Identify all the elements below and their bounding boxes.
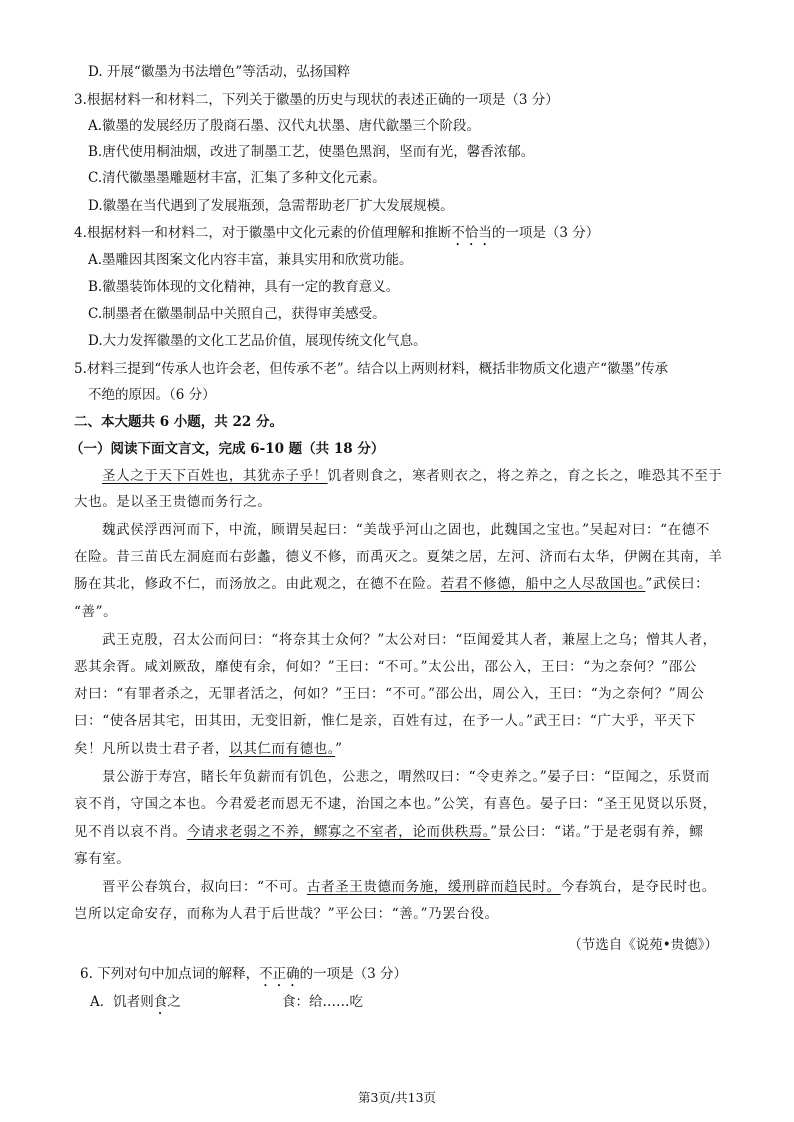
passage-p4-line-4: 寡有室。 [74,851,131,867]
q4-stem-emphasis: 不恰当 [451,225,492,241]
passage-p5-text: 晋平公春筑台，叔向曰：“不可。 [102,879,307,895]
passage-p5-line-1 [102,877,716,897]
passage-p2-line-1: 魏武侯浮西河而下，中流，顾谓吴起曰：“美哉乎河山之固也，此魏国之宝也。”吴起对曰：“在德不 [102,522,710,538]
q6-stem-emphasis: 不正确 [259,966,300,982]
passage-p3-line-4: 曰：“使各居其宅，田其田，无变旧新，惟仁是亲，百姓有过，在予一人。”武王曰：“广大乎，平天下 [74,713,697,729]
passage-p2-tail: ”武侯曰： [645,576,710,592]
q3-option-c: C.清代徽墨墨雕题材丰富，汇集了多种文化元素。 [88,170,386,186]
q3-option-a: A.徽墨的发展经历了殷商石墨、汉代丸状墨、唐代歙墨三个阶段。 [88,118,481,134]
passage-p1-line-1 [102,466,722,486]
passage-p3-line-5 [74,739,343,759]
q4-option-d: D.大力发挥徽墨的文化工艺品价值，展现传统文化气息。 [88,333,427,349]
q6-option-a-sentence [90,992,181,1018]
passage-source: （节选自《说苑•贵德》） [568,937,718,953]
q4-option-a: A.墨雕因其图案文化内容丰富，兼具实用和欣赏功能。 [88,252,413,268]
q6-option-a-gloss: 食：给……吃 [282,994,363,1010]
q6-stem-tail: 的一项是（3 分） [299,966,408,982]
q2-option-d: D. 开展“徽墨为书法增色”等活动，弘扬国粹 [88,64,351,80]
q6-stem [80,964,407,990]
passage-p3-line-1: 武王克殷，召太公而问曰：“将奈其士众何？”太公对曰：“臣闻爱其人者，兼屋上之乌；憎其人者， [102,632,717,648]
q6-stem-text: 6. 下列对句中加点词的解释， [80,966,260,982]
q6-option-a-text: A．饥者则 [90,994,154,1010]
q5-line-2: 不绝的原因。（6 分） [88,387,216,403]
passage-p3-underlined: 以其仁而有德也。 [229,741,336,757]
passage-p4-tail: ”景公曰：“诺。”于是老弱有养，鳏 [490,824,704,840]
passage-p5-tail: 今春筑台，是夺民时也。 [560,879,716,895]
passage-p2-underlined: 若君不修德，船中之人尽敌国也。 [440,576,646,592]
passage-p4-text: 见不肖以哀不肖。 [74,824,187,840]
q5-line-1: 5.材料三提到“传承人也许会老，但传承不老”。结合以上两则材料，概括非物质文化遗产“徽墨”传承 [74,361,668,377]
q6-option-a-emphasis: 食 [153,994,168,1010]
passage-p2-line-4: “善”。 [74,604,118,620]
passage-p3-tail: ” [335,741,343,757]
passage-p1-line-2: 大也。是以圣王贵德而务行之。 [74,494,272,510]
page-number: 第3页/共13页 [357,1090,437,1105]
q4-stem-tail: 的一项是（3 分） [491,225,600,241]
passage-p4-underlined: 今请求老弱之不养，鳏寡之不室者，论而供秩焉。 [186,824,491,840]
passage-p2-text: 肠在其北，修政不仁，而汤放之。由此观之，在德不在险。 [74,576,441,592]
passage-p1-text: 饥者则食之，寒者则衣之，将之养之，育之长之，唯恐其不至于 [327,468,723,484]
section-2-subheading [70,439,384,459]
passage-p2-line-2: 在险。昔三苗氏左洞庭而右彭蠡，德义不修，而禹灭之。夏桀之居，左河、济而右太华，伊阙在其南，羊 [74,549,723,565]
section-2-subheading-text: （一）阅读下面文言文，完成 6-10 题（共 18 分） [70,441,385,457]
passage-p2-line-3 [74,574,709,594]
q6-option-a-tail: 之 [167,994,181,1010]
section-2-heading: 二、本大题共 6 小题，共 22 分。 [74,414,283,430]
passage-p4-line-2: 哀不肖，守国之本也。今君爱老而恩无不逮，治国之本也。”公笑，有喜色。晏子曰：“圣王见贤以乐贤， [74,796,717,812]
passage-p5-line-2: 岂所以定命安存，而称为人君于后世哉？”平公曰：“善。”乃罢台役。 [74,906,499,922]
passage-p4-line-3 [74,822,703,842]
q4-option-c: C.制墨者在徽墨制品中关照自己，获得审美感受。 [88,306,386,322]
passage-p4-line-1: 景公游于寿宫，睹长年负薪而有饥色，公悲之，喟然叹曰：“令吏养之。”晏子曰：“臣闻之，乐贤而 [102,769,710,785]
passage-p3-text: 矣！凡所以贵士君子者， [74,741,230,757]
passage-p5-underlined: 古者圣王贵德而务施，缓刑辟而趋民时。 [306,879,561,895]
q3-option-d: D.徽墨在当代遇到了发展瓶颈，急需帮助老厂扩大发展规模。 [88,198,454,214]
q4-stem [74,223,599,249]
q4-option-b: B.徽墨装饰体现的文化精神，具有一定的教育意义。 [88,279,400,295]
passage-p1-underlined: 圣人之于天下百姓也，其犹赤子乎！ [102,468,328,484]
q3-stem: 3.根据材料一和材料二，下列关于徽墨的历史与现状的表述正确的一项是（3 分） [74,92,559,108]
passage-p3-line-3: 对曰：“有罪者杀之，无罪者活之，何如？”王曰：“不可。”邵公出，周公入，王曰：“为之奈何？”周公 [74,686,705,702]
q4-stem-text: 4.根据材料一和材料二，对于徽墨中文化元素的价值理解和推断 [74,225,452,241]
passage-p3-line-2: 恶其余胥。咸刘厥敌，靡使有余，何如？”王曰：“不可。”太公出，邵公入，王曰：“为之奈何？”邵公 [74,659,697,675]
q3-option-b: B.唐代使用桐油烟，改进了制墨工艺，使墨色黑润，坚而有光，馨香浓郁。 [88,144,535,160]
